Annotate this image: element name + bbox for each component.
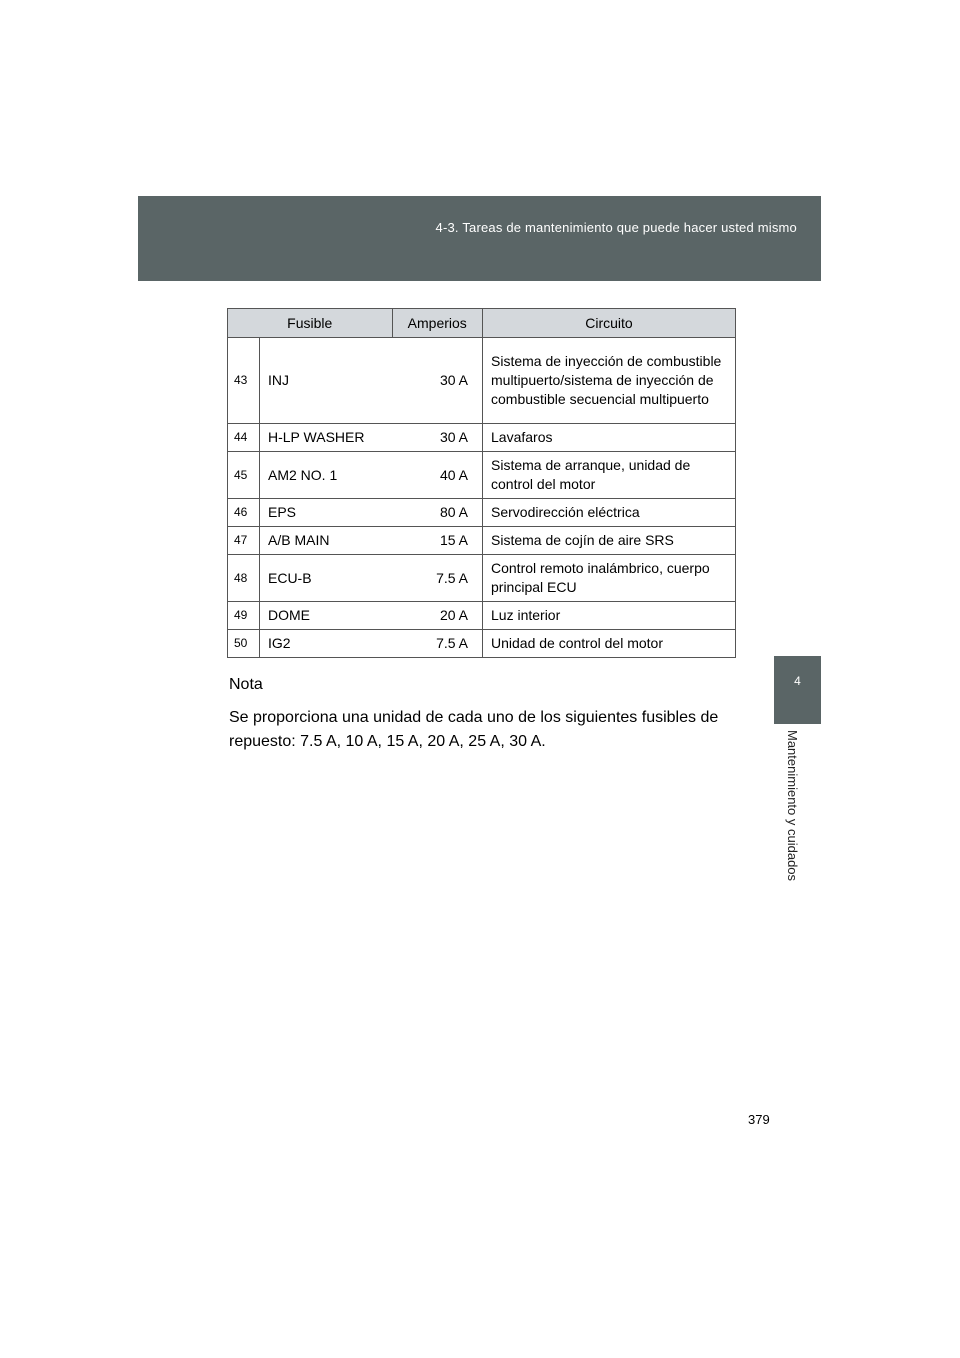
fuse-number: 48 [228, 555, 260, 602]
table-row [228, 499, 736, 527]
column-header-circuito: Circuito [483, 309, 736, 338]
fuse-name: DOME [260, 602, 393, 630]
chapter-label: Mantenimiento y cuidados [785, 730, 800, 882]
fuse-circuit: Lavafaros [483, 424, 736, 452]
table-row [228, 527, 736, 555]
fuse-circuit: Luz interior [483, 602, 736, 630]
page-number: 379 [748, 1112, 770, 1127]
fuse-name: EPS [260, 499, 393, 527]
fuse-number: 45 [228, 452, 260, 499]
fuse-name: AM2 NO. 1 [260, 452, 393, 499]
column-header-amperios: Amperios [392, 309, 483, 338]
fuse-circuit: Servodirección eléctrica [483, 499, 736, 527]
section-title: 4-3. Tareas de mantenimiento que puede hacer usted mismo [435, 220, 797, 235]
fuse-amps: 20 A [392, 602, 483, 630]
fuse-table [227, 308, 736, 658]
fuse-number: 43 [228, 338, 260, 424]
fuse-amps: 15 A [392, 527, 483, 555]
table-row [228, 424, 736, 452]
fuse-circuit: Sistema de inyección de combustible multipuerto/sistema de inyección de combustible secuencial multipuerto [483, 338, 736, 424]
note-body: Se proporciona una unidad de cada uno de los siguientes fusibles de repuesto: 7.5 A, 10 A, 15 A, 20 A, 25 A, 30 A. [229, 709, 719, 750]
chapter-tab [774, 656, 821, 724]
fuse-circuit: Sistema de arranque, unidad de control del motor [483, 452, 736, 499]
section-header-band [138, 196, 821, 281]
fuse-name: H-LP WASHER [260, 424, 393, 452]
fuse-name: ECU-B [260, 555, 393, 602]
fuse-amps: 30 A [392, 424, 483, 452]
column-header-fusible: Fusible [228, 309, 393, 338]
table-row [228, 452, 736, 499]
fuse-circuit: Sistema de cojín de aire SRS [483, 527, 736, 555]
fuse-number: 50 [228, 630, 260, 658]
fuse-number: 47 [228, 527, 260, 555]
fuse-name: INJ [260, 338, 393, 424]
table-row [228, 555, 736, 602]
fuse-amps: 30 A [392, 338, 483, 424]
fuse-number: 44 [228, 424, 260, 452]
note-title: Nota [229, 676, 263, 693]
fuse-number: 49 [228, 602, 260, 630]
fuse-name: A/B MAIN [260, 527, 393, 555]
table-row [228, 630, 736, 658]
fuse-circuit: Unidad de control del motor [483, 630, 736, 658]
fuse-name: IG2 [260, 630, 393, 658]
table-header-row [228, 309, 736, 338]
chapter-number: 4 [794, 674, 801, 688]
table-row [228, 602, 736, 630]
fuse-amps: 40 A [392, 452, 483, 499]
fuse-amps: 80 A [392, 499, 483, 527]
fuse-number: 46 [228, 499, 260, 527]
table-row [228, 338, 736, 424]
fuse-circuit: Control remoto inalámbrico, cuerpo principal ECU [483, 555, 736, 602]
fuse-amps: 7.5 A [392, 630, 483, 658]
fuse-amps: 7.5 A [392, 555, 483, 602]
